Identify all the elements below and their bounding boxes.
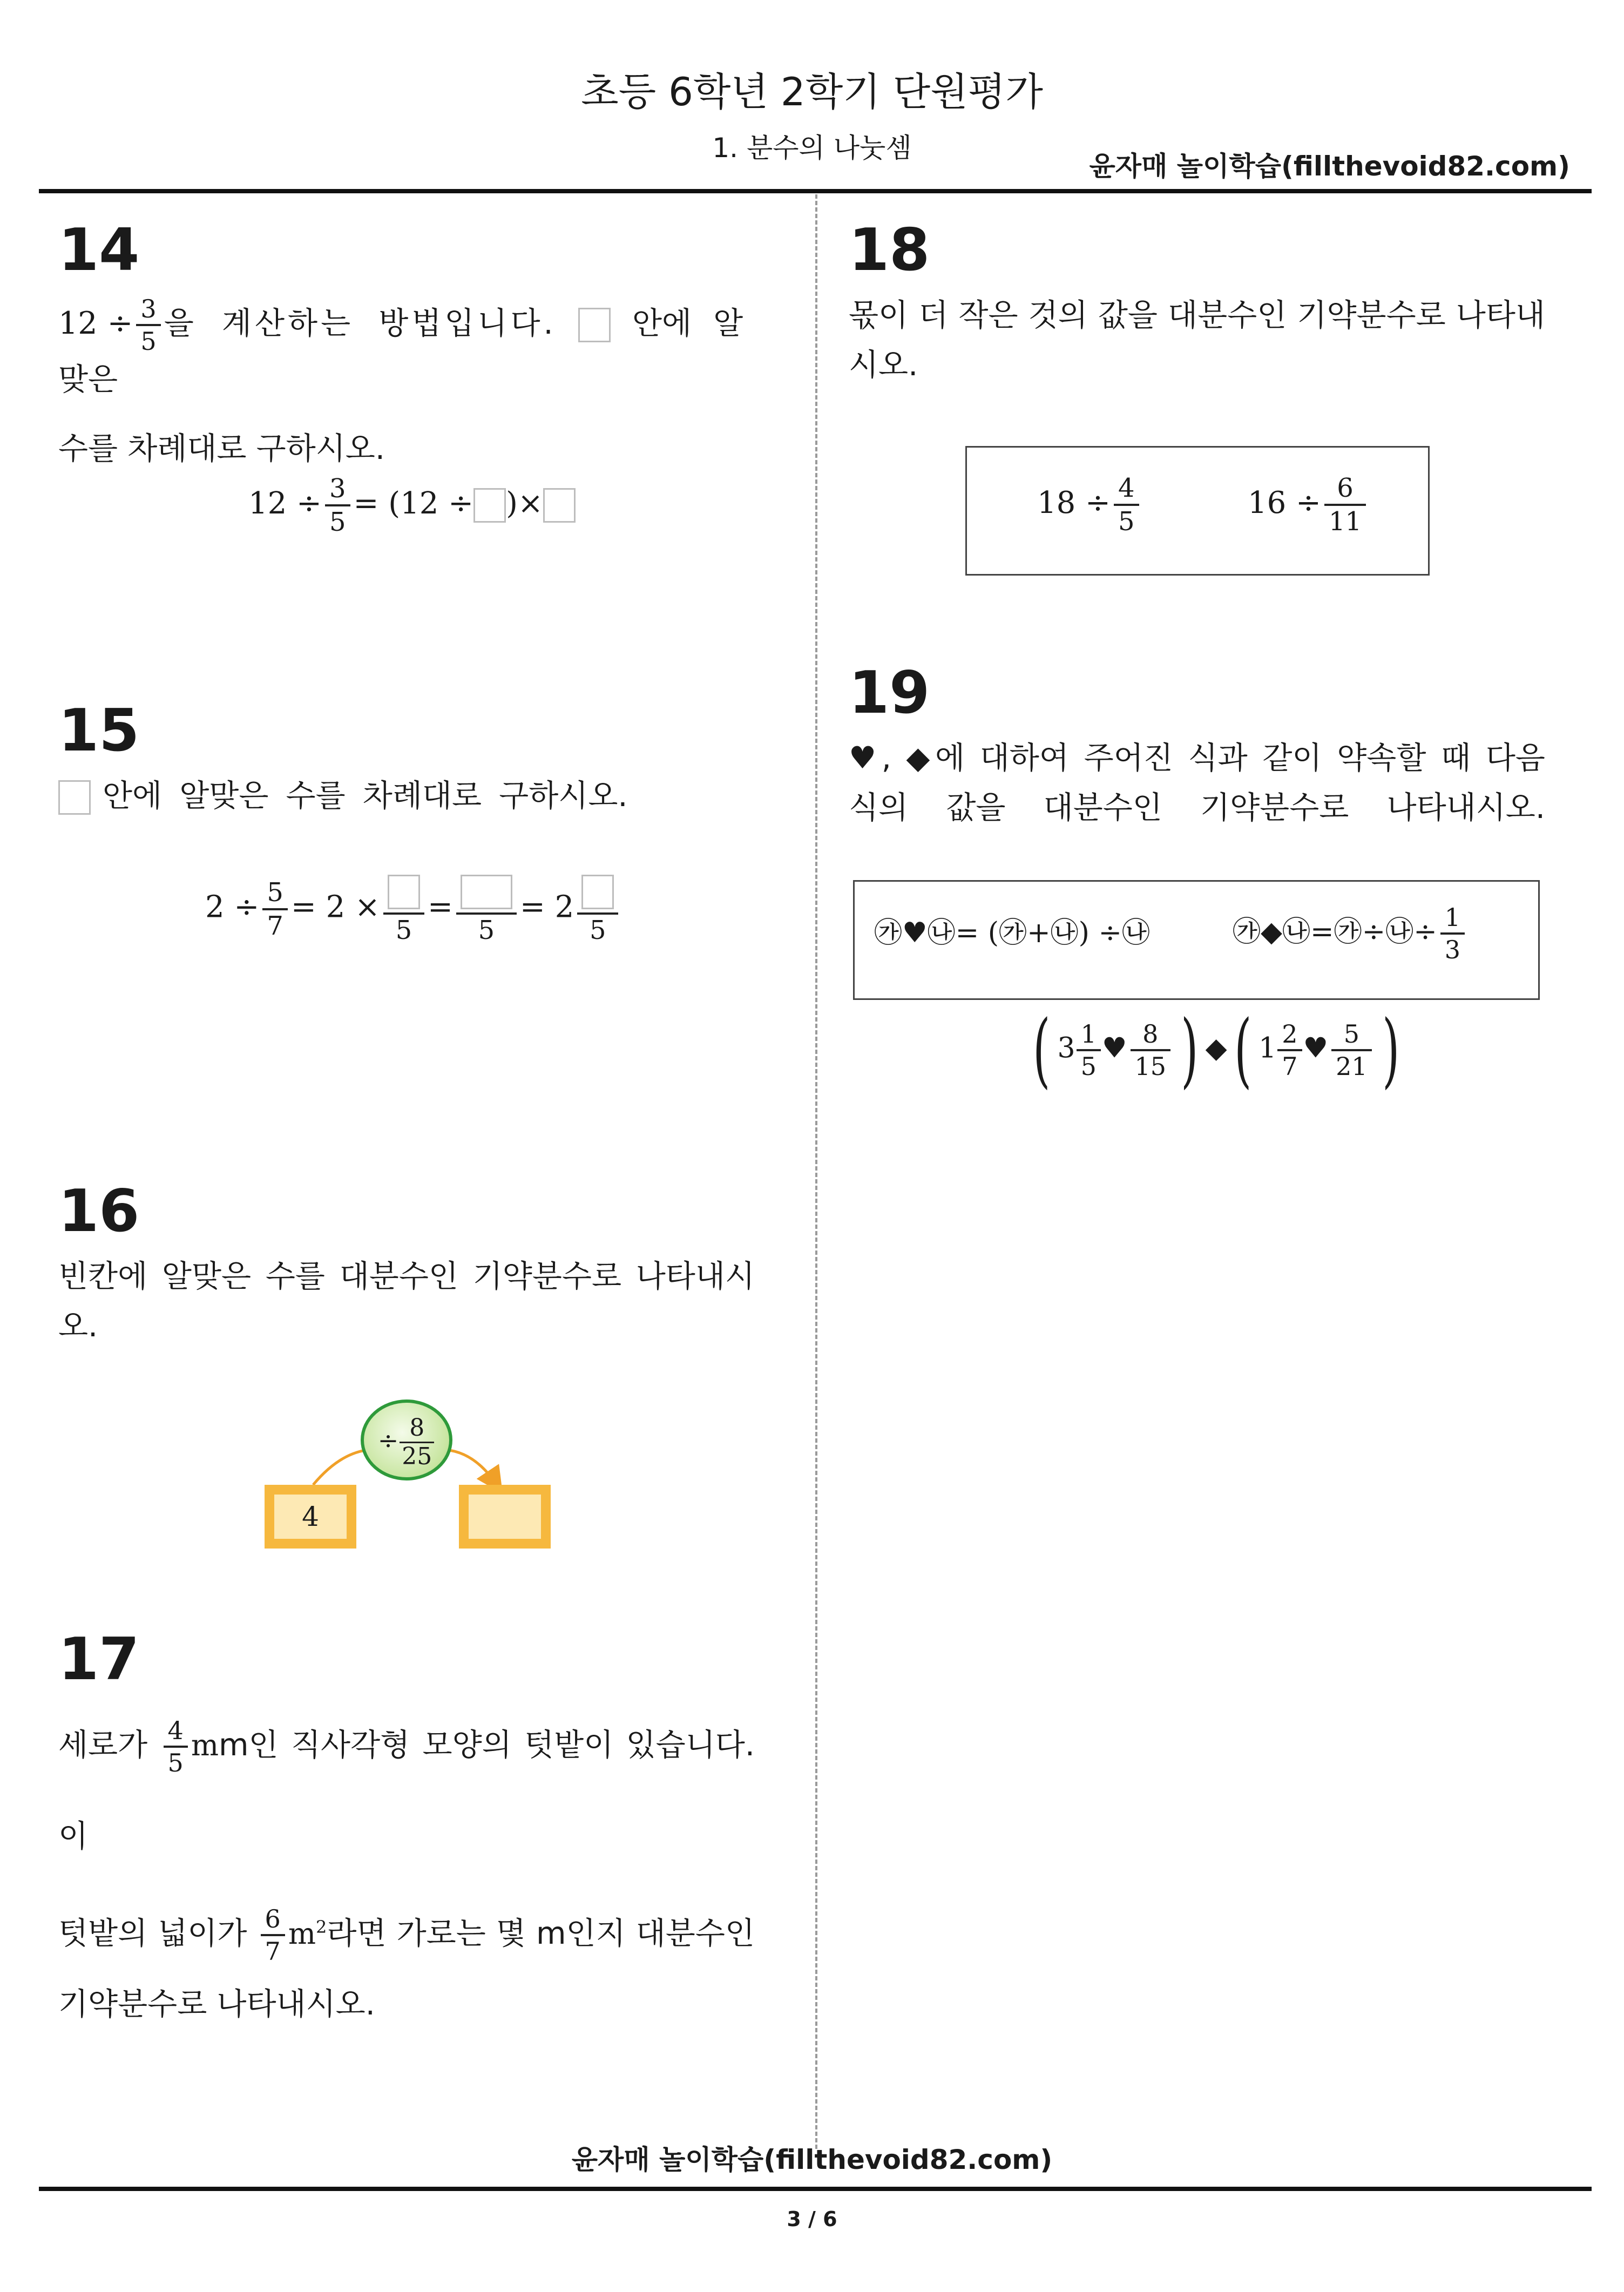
question-17	[58, 1626, 755, 2029]
answer-box[interactable]	[459, 1485, 551, 1549]
question-18	[849, 217, 1545, 390]
answer-blank[interactable]	[58, 780, 91, 815]
footer-rule	[39, 2187, 1592, 2191]
expression-b: 16 ÷ $\frac{6}{11}$	[1248, 475, 1369, 536]
question-number: 14	[58, 217, 140, 284]
answer-blank[interactable]	[578, 308, 611, 342]
question-15	[58, 697, 755, 821]
page-title: 초등 6학년 2학기 단원평가	[581, 69, 1043, 114]
q14-equation: 12 ÷ $\frac{3}{5}$ = (12 ÷ )×	[248, 475, 576, 536]
question-16	[58, 1178, 755, 1351]
diamond-definition: ㉮◆㉯=㉮÷㉯÷ $\frac{1}{3}$	[1233, 904, 1468, 963]
unit-title: 1. 분수의 나눗셈	[712, 132, 912, 164]
answer-blank[interactable]	[388, 875, 420, 909]
question-number: 15	[58, 697, 140, 765]
q18-expression-box	[965, 446, 1430, 576]
answer-blank[interactable]	[461, 875, 512, 909]
answer-blank[interactable]	[543, 488, 576, 523]
question-text: 12 ÷ $\frac{3}{5}$ 을 계산하는 방법입니다. 안에 알맞은 수를 차례대로 구하시오.	[58, 294, 743, 466]
question-number: 16	[58, 1178, 140, 1245]
operator-label: ÷ $\frac{8}{25}$	[361, 1416, 452, 1469]
q19-expression: ( 3 $\frac{1}{5}$ ♥ $\frac{8}{15}$ ) ◆( 1 $\frac{2}{7}$ ♥ $\frac{5}{21}$ )	[1033, 1003, 1400, 1097]
question-19	[849, 659, 1545, 833]
header-brand: 윤자매 놀이학습(fillthevoid82.com)	[1089, 151, 1570, 182]
column-divider	[815, 194, 817, 2149]
footer-brand: 윤자매 놀이학습(fillthevoid82.com)	[571, 2144, 1053, 2175]
answer-blank[interactable]	[473, 488, 506, 523]
page-number: 3 / 6	[787, 2207, 837, 2231]
answer-blank[interactable]	[581, 875, 614, 909]
fraction: $\frac{3}{5}$	[136, 296, 160, 355]
question-14	[58, 217, 755, 474]
question-text: ♥, ◆에 대하여 주어진 식과 같이 약속할 때 다음 식의 값을 대분수인 기약분수로 나타내시오.	[849, 740, 1545, 826]
question-number: 17	[58, 1626, 140, 1693]
expression-a: 18 ÷ $\frac{4}{5}$	[1037, 475, 1142, 536]
header-rule	[39, 189, 1592, 193]
heart-definition: ㉮♥㉯= (㉮+㉯) ÷㉯	[874, 917, 1151, 949]
q16-diagram	[259, 1398, 561, 1560]
question-number: 19	[849, 659, 930, 727]
q15-equation: 2 ÷ $\frac{5}{7}$ = 2 × 5 = 5 = 2 5	[205, 875, 621, 944]
question-text: 몫이 더 작은 것의 값을 대분수인 기약분수로 나타내 시오.	[849, 298, 1545, 383]
question-text: 빈칸에 알맞은 수를 대분수인 기약분수로 나타내시 오.	[58, 1259, 755, 1344]
input-box: 4	[265, 1485, 356, 1549]
fraction: $\frac{3}{5}$	[325, 475, 350, 536]
question-text: 세로가 $\frac{4}{5}$ mm인 직사각형 모양의 텃밭이 있습니다. 이 텃밭의 넓이가 $\frac{6}{7}$ $m^2$라면 가로는 몇 m인지 대분수인 기약분수로 나타내시오.	[58, 1716, 755, 2022]
question-number: 18	[849, 217, 930, 284]
question-text: 안에 알맞은 수를 차례대로 구하시오.	[58, 771, 755, 821]
q19-definition-box	[853, 880, 1540, 1000]
